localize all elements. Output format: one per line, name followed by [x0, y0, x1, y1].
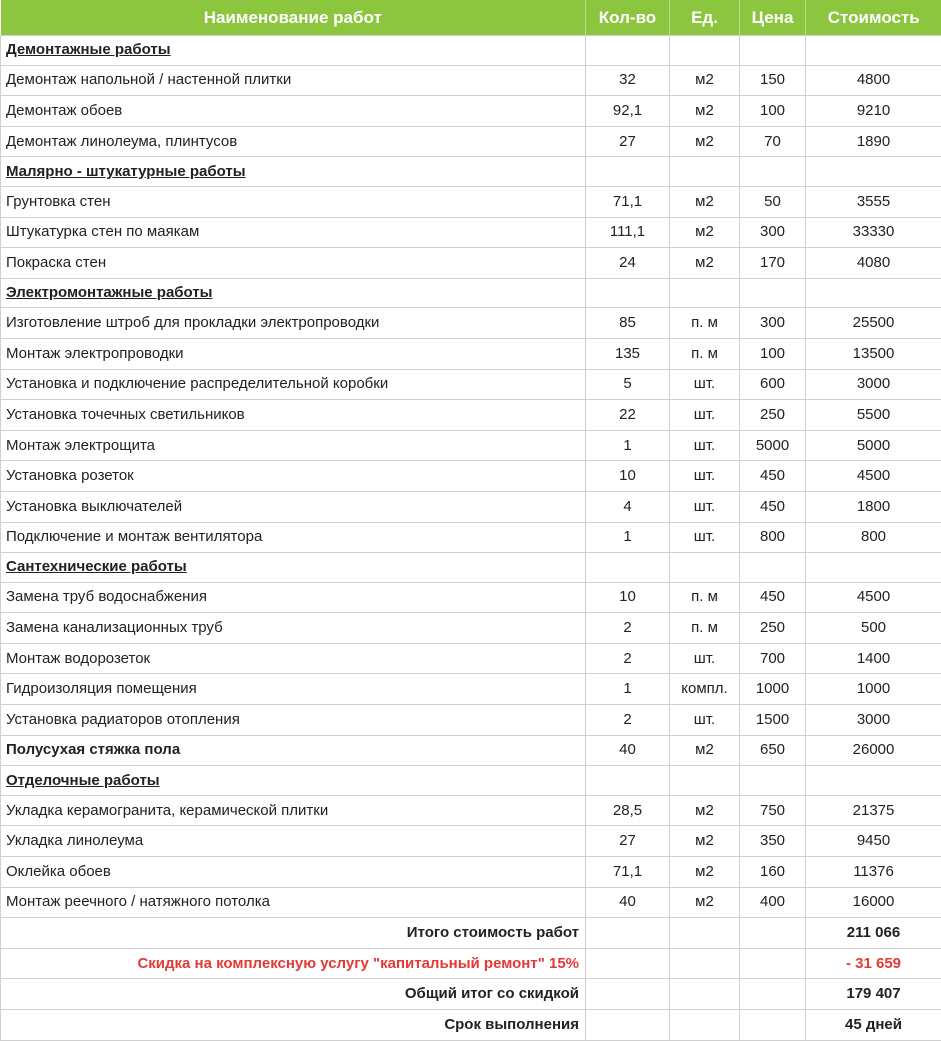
- row-qty-cell: 40: [586, 735, 670, 766]
- summary-label: Срок выполнения: [1, 1010, 586, 1041]
- row-unit-cell: п. м: [670, 338, 740, 369]
- row-price-cell: 250: [740, 400, 806, 431]
- row-price-cell: 450: [740, 582, 806, 613]
- section-row: [1, 553, 941, 583]
- row-unit-cell: шт.: [670, 643, 740, 674]
- row-unit-cell: компл.: [670, 674, 740, 705]
- row-price-cell: 1000: [740, 674, 806, 705]
- row-name-cell: Установка выключателей: [1, 491, 586, 522]
- row-cost-cell: 21375: [806, 795, 941, 826]
- row-name-cell: Сантехнические работы: [1, 553, 586, 583]
- row-qty-cell: 24: [586, 248, 670, 279]
- table-row: [1, 217, 941, 248]
- section-row: [1, 278, 941, 308]
- summary-empty-cell: [740, 948, 806, 979]
- row-price-cell: 700: [740, 643, 806, 674]
- row-qty-cell: [586, 36, 670, 66]
- header-price: Цена: [740, 0, 806, 36]
- table-body: [1, 36, 941, 918]
- summary-row-total: [1, 918, 941, 949]
- row-unit-cell: [670, 278, 740, 308]
- table-row: [1, 887, 941, 918]
- row-unit-cell: м2: [670, 857, 740, 888]
- row-cost-cell: [806, 278, 941, 308]
- row-qty-cell: 4: [586, 491, 670, 522]
- table-row: [1, 857, 941, 888]
- row-qty-cell: 22: [586, 400, 670, 431]
- row-price-cell: [740, 36, 806, 66]
- row-price-cell: 600: [740, 369, 806, 400]
- table-row: [1, 582, 941, 613]
- row-unit-cell: п. м: [670, 613, 740, 644]
- row-price-cell: 400: [740, 887, 806, 918]
- summary-empty-cell: [740, 918, 806, 949]
- row-name-cell: Замена труб водоснабжения: [1, 582, 586, 613]
- row-name-cell: Установка радиаторов отопления: [1, 705, 586, 736]
- summary-label: Общий итог со скидкой: [1, 979, 586, 1010]
- summary-empty-cell: [586, 1010, 670, 1041]
- row-unit-cell: шт.: [670, 430, 740, 461]
- row-name-cell: Грунтовка стен: [1, 186, 586, 217]
- row-qty-cell: 135: [586, 338, 670, 369]
- row-unit-cell: м2: [670, 126, 740, 157]
- row-qty-cell: 10: [586, 582, 670, 613]
- row-unit-cell: п. м: [670, 582, 740, 613]
- row-unit-cell: м2: [670, 217, 740, 248]
- row-name-cell: Полусухая стяжка пола: [1, 735, 586, 766]
- row-unit-cell: шт.: [670, 369, 740, 400]
- section-row: [1, 766, 941, 796]
- row-price-cell: 50: [740, 186, 806, 217]
- row-qty-cell: 71,1: [586, 857, 670, 888]
- table-row: [1, 461, 941, 492]
- row-price-cell: 650: [740, 735, 806, 766]
- table-row: [1, 705, 941, 736]
- row-cost-cell: 4500: [806, 582, 941, 613]
- row-name-cell: Установка точечных светильников: [1, 400, 586, 431]
- header-qty: Кол-во: [586, 0, 670, 36]
- row-unit-cell: м2: [670, 96, 740, 127]
- summary-label: Итого стоимость работ: [1, 918, 586, 949]
- row-qty-cell: 1: [586, 430, 670, 461]
- row-name-cell: Демонтаж линолеума, плинтусов: [1, 126, 586, 157]
- row-price-cell: 450: [740, 491, 806, 522]
- row-unit-cell: [670, 157, 740, 187]
- summary-value: 179 407: [806, 979, 941, 1010]
- summary-empty-cell: [740, 979, 806, 1010]
- row-price-cell: 350: [740, 826, 806, 857]
- section-row: [1, 36, 941, 66]
- row-cost-cell: 33330: [806, 217, 941, 248]
- summary-value: - 31 659: [806, 948, 941, 979]
- row-unit-cell: [670, 766, 740, 796]
- row-cost-cell: 3000: [806, 369, 941, 400]
- row-price-cell: 100: [740, 338, 806, 369]
- row-price-cell: [740, 157, 806, 187]
- row-unit-cell: шт.: [670, 400, 740, 431]
- row-cost-cell: 25500: [806, 308, 941, 339]
- row-unit-cell: шт.: [670, 522, 740, 553]
- row-cost-cell: [806, 553, 941, 583]
- summary-empty-cell: [670, 918, 740, 949]
- table-row: [1, 65, 941, 96]
- table-row: [1, 338, 941, 369]
- table-row: [1, 522, 941, 553]
- row-qty-cell: 2: [586, 613, 670, 644]
- row-price-cell: 800: [740, 522, 806, 553]
- summary-row-grand: [1, 979, 941, 1010]
- row-qty-cell: 32: [586, 65, 670, 96]
- row-price-cell: 5000: [740, 430, 806, 461]
- summary-empty-cell: [670, 948, 740, 979]
- table-row: [1, 430, 941, 461]
- row-name-cell: Демонтаж напольной / настенной плитки: [1, 65, 586, 96]
- row-qty-cell: 10: [586, 461, 670, 492]
- row-price-cell: 250: [740, 613, 806, 644]
- summary-empty-cell: [586, 918, 670, 949]
- row-price-cell: [740, 766, 806, 796]
- row-cost-cell: [806, 36, 941, 66]
- table-row: [1, 126, 941, 157]
- row-unit-cell: м2: [670, 795, 740, 826]
- row-qty-cell: 27: [586, 826, 670, 857]
- row-cost-cell: 4800: [806, 65, 941, 96]
- row-cost-cell: 500: [806, 613, 941, 644]
- table-row: [1, 491, 941, 522]
- row-price-cell: 150: [740, 65, 806, 96]
- row-cost-cell: 1400: [806, 643, 941, 674]
- row-qty-cell: 85: [586, 308, 670, 339]
- row-cost-cell: 3000: [806, 705, 941, 736]
- table-row: [1, 248, 941, 279]
- row-qty-cell: 2: [586, 705, 670, 736]
- table-row: [1, 643, 941, 674]
- row-cost-cell: 13500: [806, 338, 941, 369]
- summary-empty-cell: [586, 979, 670, 1010]
- row-unit-cell: [670, 553, 740, 583]
- row-price-cell: 1500: [740, 705, 806, 736]
- row-price-cell: 300: [740, 308, 806, 339]
- row-price-cell: 450: [740, 461, 806, 492]
- summary-empty-cell: [586, 948, 670, 979]
- summary-value: 211 066: [806, 918, 941, 949]
- row-name-cell: Подключение и монтаж вентилятора: [1, 522, 586, 553]
- row-qty-cell: 111,1: [586, 217, 670, 248]
- summary-value: 45 дней: [806, 1010, 941, 1041]
- row-unit-cell: м2: [670, 65, 740, 96]
- row-cost-cell: 26000: [806, 735, 941, 766]
- row-qty-cell: 92,1: [586, 96, 670, 127]
- row-cost-cell: 1890: [806, 126, 941, 157]
- table-row: [1, 369, 941, 400]
- row-name-cell: Монтаж электрощита: [1, 430, 586, 461]
- row-unit-cell: шт.: [670, 491, 740, 522]
- row-name-cell: Монтаж реечного / натяжного потолка: [1, 887, 586, 918]
- row-price-cell: 160: [740, 857, 806, 888]
- row-price-cell: 170: [740, 248, 806, 279]
- row-cost-cell: [806, 157, 941, 187]
- summary-label: Скидка на комплексную услугу "капитальный ремонт" 15%: [1, 948, 586, 979]
- row-cost-cell: 800: [806, 522, 941, 553]
- row-name-cell: Демонтаж обоев: [1, 96, 586, 127]
- row-cost-cell: 11376: [806, 857, 941, 888]
- header-unit: Ед.: [670, 0, 740, 36]
- table-header-row: [1, 0, 941, 36]
- row-qty-cell: 71,1: [586, 186, 670, 217]
- row-name-cell: Изготовление штроб для прокладки электропроводки: [1, 308, 586, 339]
- row-cost-cell: 1800: [806, 491, 941, 522]
- header-name: Наименование работ: [1, 0, 586, 36]
- row-cost-cell: [806, 766, 941, 796]
- row-name-cell: Штукатурка стен по маякам: [1, 217, 586, 248]
- row-cost-cell: 1000: [806, 674, 941, 705]
- row-price-cell: 100: [740, 96, 806, 127]
- summary-empty-cell: [670, 979, 740, 1010]
- section-row: [1, 157, 941, 187]
- table-row: [1, 400, 941, 431]
- row-name-cell: Установка розеток: [1, 461, 586, 492]
- row-price-cell: 300: [740, 217, 806, 248]
- row-qty-cell: 5: [586, 369, 670, 400]
- row-unit-cell: м2: [670, 735, 740, 766]
- row-unit-cell: м2: [670, 826, 740, 857]
- row-name-cell: Установка и подключение распределительной коробки: [1, 369, 586, 400]
- row-unit-cell: м2: [670, 887, 740, 918]
- row-unit-cell: м2: [670, 248, 740, 279]
- table-row: [1, 735, 941, 766]
- row-name-cell: Замена канализационных труб: [1, 613, 586, 644]
- row-price-cell: 750: [740, 795, 806, 826]
- summary-empty-cell: [670, 1010, 740, 1041]
- row-qty-cell: 1: [586, 674, 670, 705]
- row-name-cell: Малярно - штукатурные работы: [1, 157, 586, 187]
- row-qty-cell: [586, 278, 670, 308]
- row-qty-cell: [586, 157, 670, 187]
- row-name-cell: Монтаж электропроводки: [1, 338, 586, 369]
- row-name-cell: Электромонтажные работы: [1, 278, 586, 308]
- row-qty-cell: 1: [586, 522, 670, 553]
- table-row: [1, 613, 941, 644]
- summary-row-term: [1, 1010, 941, 1041]
- row-qty-cell: 28,5: [586, 795, 670, 826]
- row-cost-cell: 16000: [806, 887, 941, 918]
- row-qty-cell: 27: [586, 126, 670, 157]
- row-unit-cell: шт.: [670, 461, 740, 492]
- table-row: [1, 826, 941, 857]
- row-name-cell: Укладка линолеума: [1, 826, 586, 857]
- table-row: [1, 308, 941, 339]
- row-name-cell: Демонтажные работы: [1, 36, 586, 66]
- table-row: [1, 674, 941, 705]
- row-name-cell: Укладка керамогранита, керамической плитки: [1, 795, 586, 826]
- row-cost-cell: 4080: [806, 248, 941, 279]
- row-price-cell: 70: [740, 126, 806, 157]
- row-cost-cell: 5500: [806, 400, 941, 431]
- row-price-cell: [740, 278, 806, 308]
- row-unit-cell: [670, 36, 740, 66]
- summary-row-discount: [1, 948, 941, 979]
- row-qty-cell: 2: [586, 643, 670, 674]
- row-name-cell: Покраска стен: [1, 248, 586, 279]
- row-cost-cell: 9450: [806, 826, 941, 857]
- row-qty-cell: 40: [586, 887, 670, 918]
- row-cost-cell: 9210: [806, 96, 941, 127]
- table-row: [1, 186, 941, 217]
- row-unit-cell: п. м: [670, 308, 740, 339]
- table-row: [1, 795, 941, 826]
- row-unit-cell: м2: [670, 186, 740, 217]
- summary-body: [1, 918, 941, 1040]
- table-row: [1, 96, 941, 127]
- row-price-cell: [740, 553, 806, 583]
- row-name-cell: Отделочные работы: [1, 766, 586, 796]
- row-unit-cell: шт.: [670, 705, 740, 736]
- row-name-cell: Монтаж водорозеток: [1, 643, 586, 674]
- row-cost-cell: 5000: [806, 430, 941, 461]
- row-cost-cell: 3555: [806, 186, 941, 217]
- summary-empty-cell: [740, 1010, 806, 1041]
- row-cost-cell: 4500: [806, 461, 941, 492]
- row-name-cell: Оклейка обоев: [1, 857, 586, 888]
- row-qty-cell: [586, 766, 670, 796]
- header-cost: Стоимость: [806, 0, 941, 36]
- row-name-cell: Гидроизоляция помещения: [1, 674, 586, 705]
- row-qty-cell: [586, 553, 670, 583]
